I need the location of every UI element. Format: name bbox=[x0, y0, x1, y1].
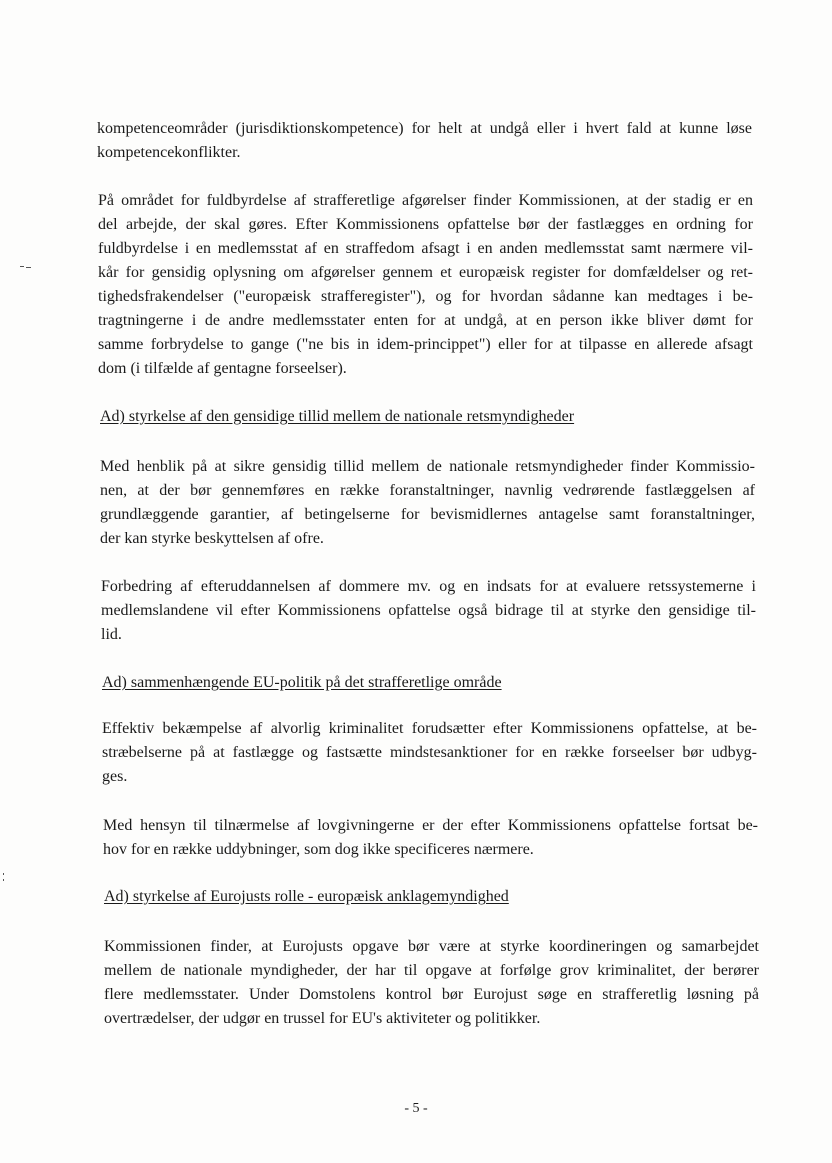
scan-speck bbox=[3, 873, 4, 875]
section-heading: Ad) styrkelse af den gensidige tillid mellem de nationale retsmyndigheder bbox=[100, 408, 575, 425]
paragraph bbox=[104, 935, 759, 1031]
paragraph bbox=[100, 455, 755, 551]
scan-speck bbox=[3, 879, 4, 881]
text-line: der kan styrke beskyttelsen af ofre. bbox=[100, 530, 324, 547]
text-line: samme forbrydelse to gange ("ne bis in idem-princippet") eller for at tilpasse en allerede afsagt bbox=[98, 336, 753, 353]
scan-speck bbox=[20, 266, 24, 267]
paragraph bbox=[97, 117, 752, 165]
section-heading: Ad) styrkelse af Eurojusts rolle - europæisk anklagemyndighed bbox=[104, 888, 509, 905]
text-line: kompetenceområder (jurisdiktionskompetence) for helt at undgå eller i hvert fald at kunne løse bbox=[97, 120, 752, 137]
text-line: tragtningerne i de andre medlemsstater enten for at undgå, at en person ikke bliver dømt for bbox=[98, 312, 753, 329]
text-line: medlemslandene vil efter Kommissionens opfattelse også bidrage til at styrke den gensidige til- bbox=[101, 602, 756, 619]
scan-speck bbox=[26, 267, 31, 268]
text-line: grundlæggende garantier, af betingelserne for bevismidlernes antagelse samt foranstaltninger, bbox=[100, 506, 755, 523]
text-line: flere medlemsstater. Under Domstolens kontrol bør Eurojust søge en strafferetlig løsning på bbox=[104, 986, 759, 1003]
text-line: nen, at der bør gennemføres en række foranstaltninger, navnlig vedrørende fastlæggelsen af bbox=[100, 482, 755, 499]
page-number: - 5 - bbox=[404, 1101, 428, 1116]
section-heading: Ad) sammenhængende EU-politik på det strafferetlige område bbox=[102, 674, 502, 691]
text-line: ges. bbox=[102, 768, 128, 785]
text-line: kår for gensidig oplysning om afgørelser gennem et europæisk register for domfældelser og ret- bbox=[98, 264, 753, 281]
text-line: tighedsfrakendelser ("europæisk strafferegister"), og for hvordan sådanne kan medtages i be- bbox=[98, 288, 753, 305]
text-line: Forbedring af efteruddannelsen af dommere mv. og en indsats for at evaluere retssystemerne i bbox=[101, 578, 756, 595]
text-line: Effektiv bekæmpelse af alvorlig kriminalitet forudsætter efter Kommissionens opfattelse, at be- bbox=[102, 720, 757, 737]
text-line: Med hensyn til tilnærmelse af lovgivningerne er der efter Kommissionens opfattelse fortsat be- bbox=[103, 817, 758, 834]
text-line: overtrædelser, der udgør en trussel for EU's aktiviteter og politikker. bbox=[104, 1010, 541, 1027]
text-line: mellem de nationale myndigheder, der har til opgave at forfølge grov kriminalitet, der berører bbox=[104, 962, 759, 979]
paragraph bbox=[98, 189, 753, 381]
text-line: stræbelserne på at fastlægge og fastsætte mindstesanktioner for en række forseelser bør udbyg- bbox=[102, 744, 757, 761]
text-line: På området for fuldbyrdelse af strafferetlige afgørelser finder Kommissionen, at der stadig er en bbox=[98, 192, 753, 209]
paragraph bbox=[103, 814, 758, 862]
paragraph bbox=[102, 717, 757, 789]
text-line: dom (i tilfælde af gentagne forseelser). bbox=[98, 360, 347, 377]
text-line: kompetencekonflikter. bbox=[97, 144, 241, 161]
text-line: Med henblik på at sikre gensidig tillid mellem de nationale retsmyndigheder finder Kommissio- bbox=[100, 458, 755, 475]
text-line: fuldbyrdelse i en medlemsstat af en straffedom afsagt i en anden medlemsstat samt nærmere vil- bbox=[98, 240, 753, 257]
text-line: del arbejde, der skal gøres. Efter Kommissionens opfattelse bør der fastlægges en ordning for bbox=[98, 216, 753, 233]
text-line: Kommissionen finder, at Eurojusts opgave bør være at styrke koordineringen og samarbejdet bbox=[104, 938, 759, 955]
text-line: lid. bbox=[101, 626, 122, 643]
text-line: hov for en række uddybninger, som dog ikke specificeres nærmere. bbox=[103, 841, 534, 858]
paragraph bbox=[101, 575, 756, 647]
